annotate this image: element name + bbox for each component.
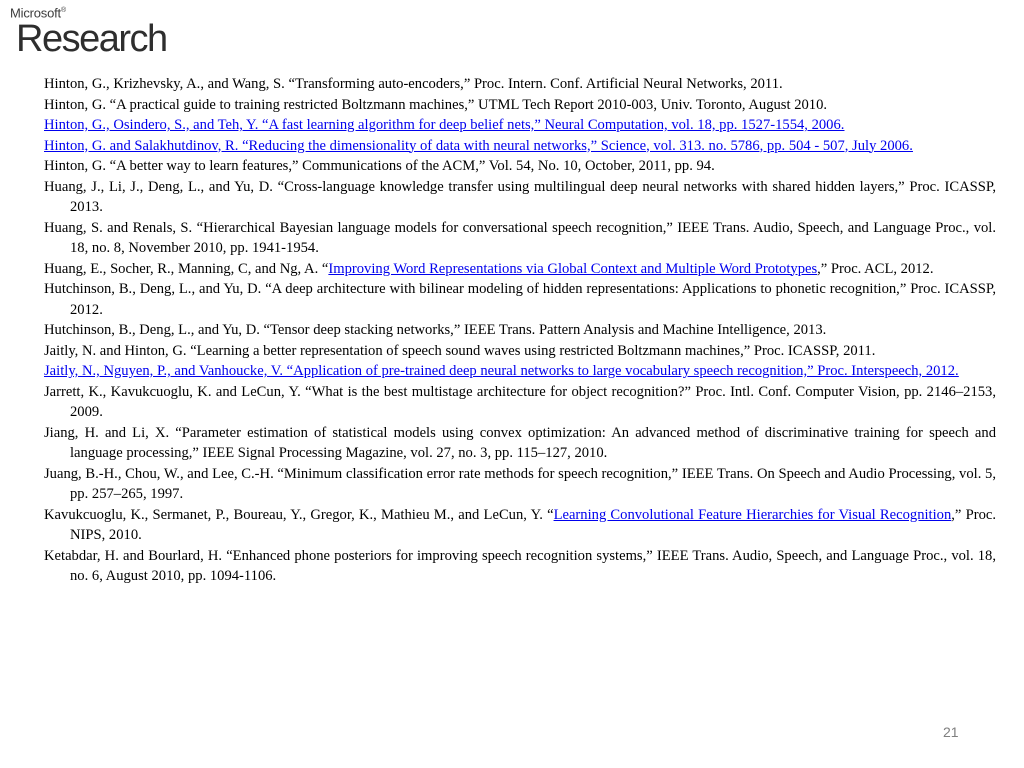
page-number: 21 xyxy=(943,724,959,740)
reference-item xyxy=(44,156,996,177)
reference-text: Huang, J., Li, J., Deng, L., and Yu, D. “Cross-language knowledge transfer using multilingual deep neural networks with shared hidden layers,” Proc. ICASSP, 2013. xyxy=(44,178,996,215)
reference-item xyxy=(44,95,996,116)
reference-text: Hinton, G. “A practical guide to training restricted Boltzmann machines,” UTML Tech Report 2010-003, Univ. Toronto, August 2010. xyxy=(44,96,828,113)
reference-text: Jiang, H. and Li, X. “Parameter estimation of statistical models using convex optimization: An advanced method of discriminative training for speech and language processing,” IEEE Signal Processing Magazine, vol. 27, no. 3, pp. 115–127, 2010. xyxy=(44,424,996,461)
reference-text: Jarrett, K., Kavukcuoglu, K. and LeCun, Y. “What is the best multistage architecture for object recognition?” Proc. Intl. Conf. Computer Vision, pp. 2146–2153, 2009. xyxy=(44,383,996,420)
logo-main-text: Research xyxy=(16,18,167,61)
reference-text: Hutchinson, B., Deng, L., and Yu, D. “Tensor deep stacking networks,” IEEE Trans. Pattern Analysis and Machine Intelligence, 2013. xyxy=(44,322,827,338)
reference-item xyxy=(44,259,996,280)
reference-link[interactable] xyxy=(44,361,996,382)
reference-item xyxy=(44,505,996,546)
reference-text[interactable]: Hinton, G., Osindero, S., and Teh, Y. “A fast learning algorithm for deep belief nets,” Neural Computation, vol. 18, pp. 1527-1554, 2006. xyxy=(44,117,845,133)
reference-text: Hinton, G., Krizhevsky, A., and Wang, S. “Transforming auto-encoders,” Proc. Intern. Conf. Artificial Neural Networks, 2011. xyxy=(44,76,783,92)
reference-list xyxy=(44,74,996,587)
reference-text[interactable]: Hinton, G. and Salakhutdinov, R. “Reducing the dimensionality of data with neural networks,” Science, vol. 313. no. 5786, pp. 504 - 507, July 2006. xyxy=(44,137,913,154)
reference-item xyxy=(44,546,996,587)
reference-item xyxy=(44,320,996,341)
reference-item xyxy=(44,74,996,95)
reference-item xyxy=(44,218,996,259)
reference-item xyxy=(44,177,996,218)
reference-text-post: ,” Proc. NIPS, 2010. xyxy=(70,506,996,543)
reference-link[interactable] xyxy=(44,115,996,136)
logo-top-text: Microsoft xyxy=(10,5,61,21)
reference-text: Jaitly, N. and Hinton, G. “Learning a better representation of speech sound waves using restricted Boltzmann machines,” Proc. ICASSP, 2011. xyxy=(44,342,876,359)
reference-item xyxy=(44,464,996,505)
reference-link[interactable] xyxy=(44,136,996,157)
reference-item xyxy=(44,341,996,362)
reference-text-pre: Huang, E., Socher, R., Manning, C, and Ng, A. “ xyxy=(44,260,329,277)
reference-item xyxy=(44,382,996,423)
reference-text-pre: Kavukcuoglu, K., Sermanet, P., Boureau, Y., Gregor, K., Mathieu M., and LeCun, Y. “ xyxy=(44,506,554,523)
reference-text: Ketabdar, H. and Bourlard, H. “Enhanced phone posteriors for improving speech recognition systems,” IEEE Trans. Audio, Speech, and Language Proc., vol. 18, no. 6, August 2010, pp. 1094-1106. xyxy=(44,547,996,584)
reference-title-link[interactable]: Learning Convolutional Feature Hierarchies for Visual Recognition xyxy=(553,506,952,523)
reference-item xyxy=(44,423,996,464)
logo-trademark: ® xyxy=(60,7,66,14)
reference-text: Hutchinson, B., Deng, L., and Yu, D. “A deep architecture with bilinear modeling of hidden representations: Applications to phonetic recognition,” Proc. ICASSP, 2012. xyxy=(44,281,996,318)
reference-text: Huang, S. and Renals, S. “Hierarchical Bayesian language models for conversational speech recognition,” IEEE Trans. Audio, Speech, and Language Proc., vol. 18, no. 8, November 2010, pp. 1941-1954. xyxy=(44,219,996,256)
reference-text[interactable]: Jaitly, N., Nguyen, P., and Vanhoucke, V. “Application of pre-trained deep neural networks to large vocabulary speech recognition,” Proc. Interspeech, 2012. xyxy=(44,363,959,379)
reference-text: Hinton, G. “A better way to learn features,” Communications of the ACM,” Vol. 54, No. 10, October, 2011, pp. 94. xyxy=(44,158,715,174)
reference-title-link[interactable]: Improving Word Representations via Global Context and Multiple Word Prototypes xyxy=(328,260,818,277)
microsoft-research-logo xyxy=(10,4,167,61)
reference-text: Juang, B.-H., Chou, W., and Lee, C.-H. “Minimum classification error rate methods for speech recognition,” IEEE Trans. On Speech and Audio Processing, vol. 5, pp. 257–265, 1997. xyxy=(44,465,996,502)
reference-text-post: ,” Proc. ACL, 2012. xyxy=(817,260,934,277)
reference-item xyxy=(44,279,996,320)
